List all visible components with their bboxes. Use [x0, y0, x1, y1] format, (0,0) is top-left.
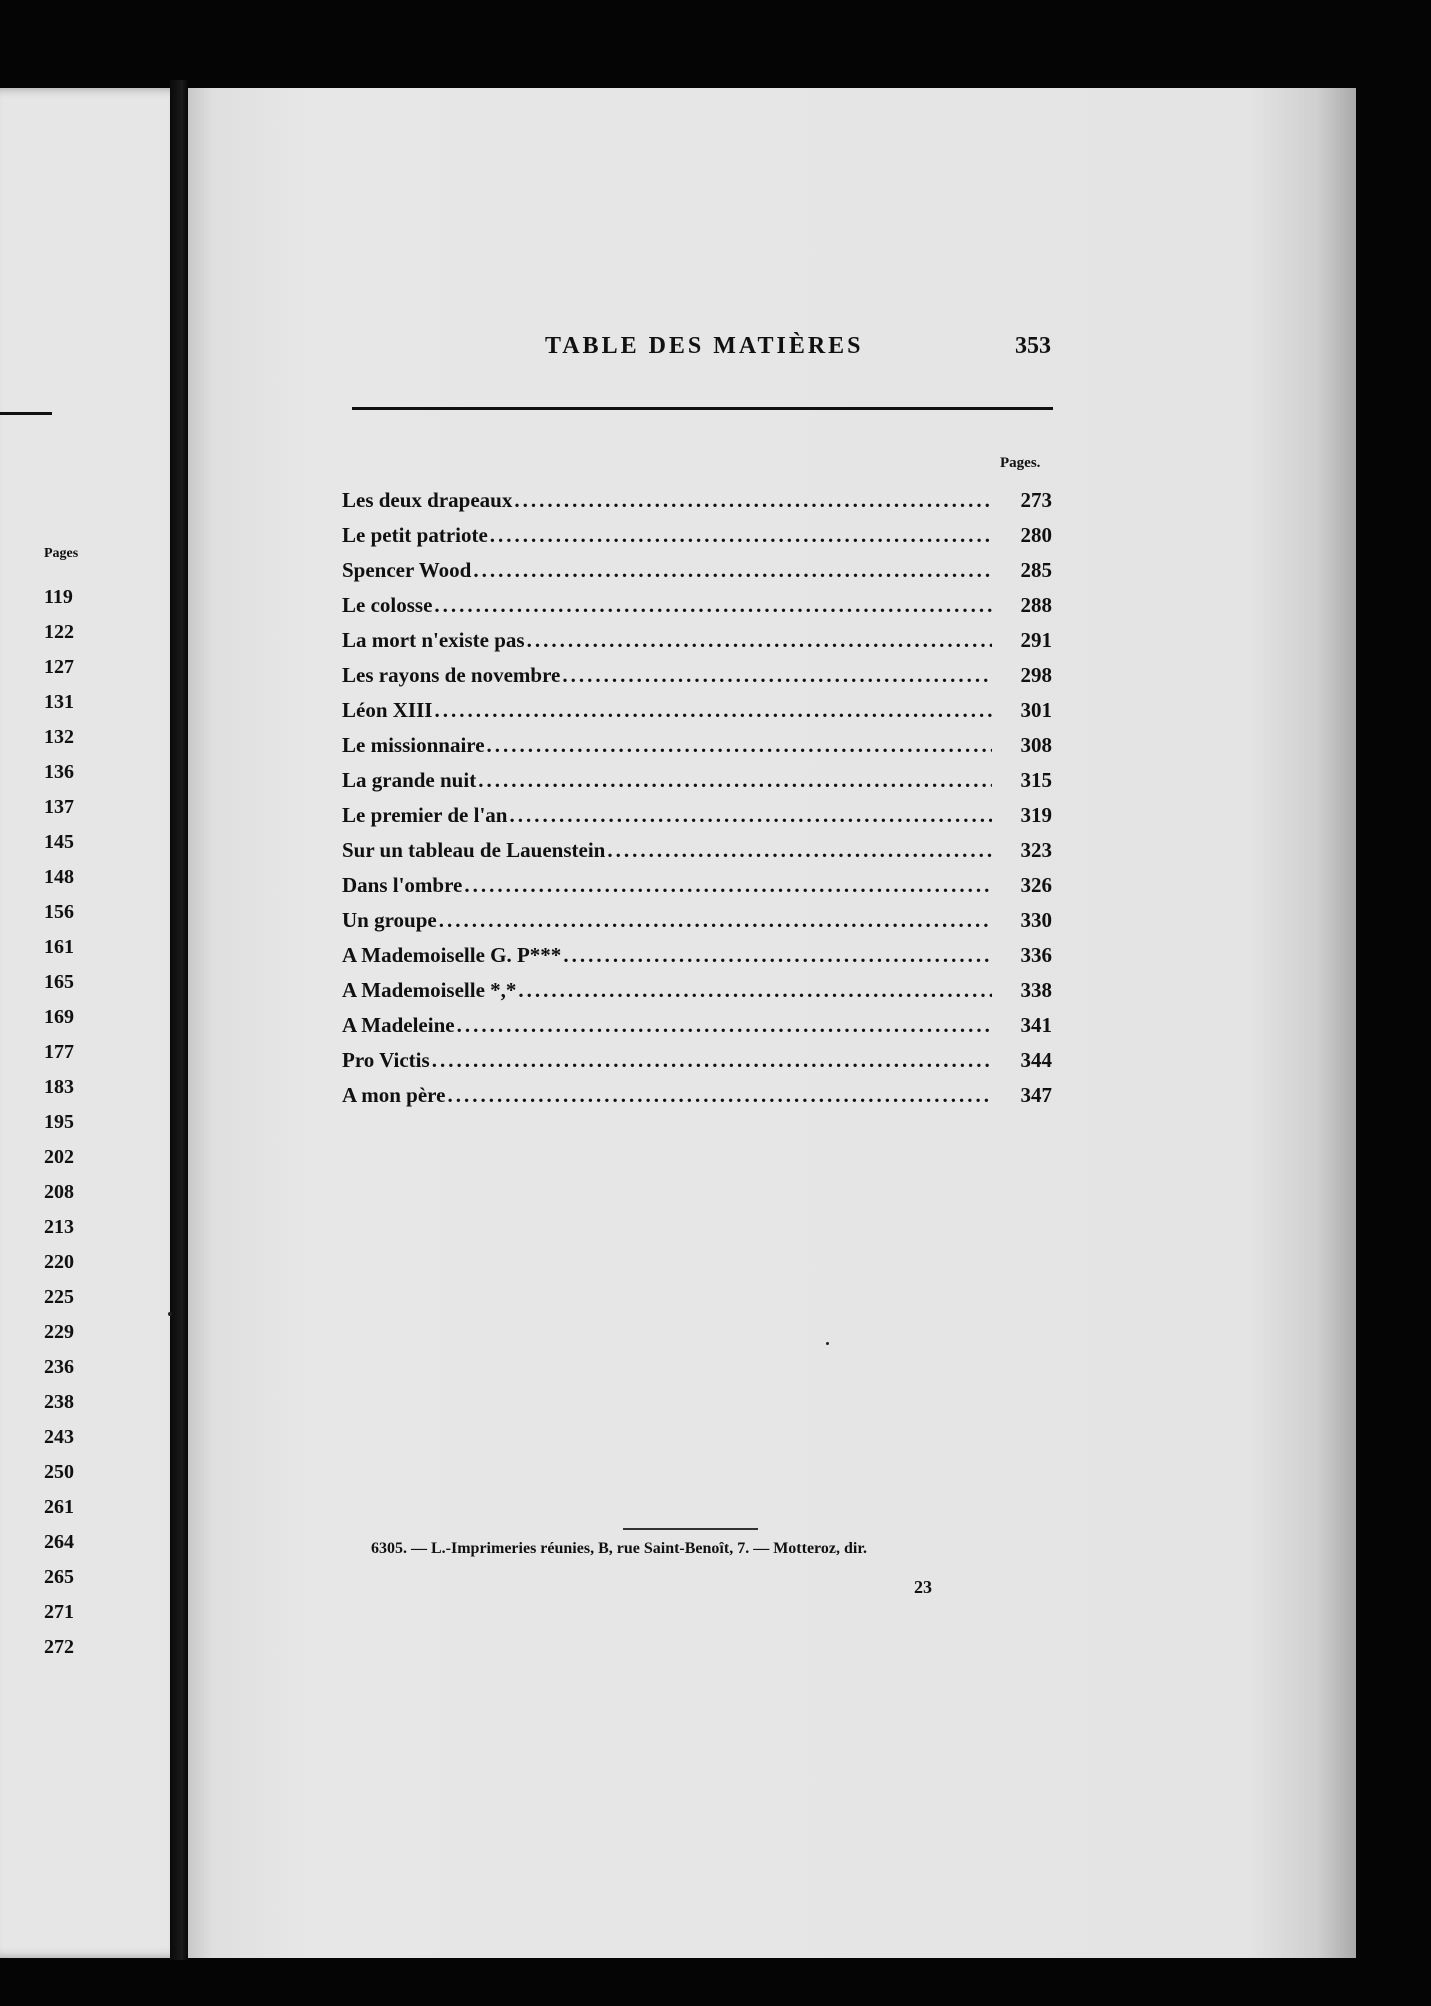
toc-entry: [342, 1008, 1052, 1043]
running-head: [0, 333, 1431, 373]
toc-entry-page: 315: [1020, 768, 1052, 792]
toc-entry-page: 347: [1020, 1083, 1052, 1107]
left-page-number: 250: [44, 1461, 74, 1483]
pages-column-header: Pages.: [1000, 455, 1041, 471]
left-page-number: 148: [44, 866, 74, 888]
left-page-number: 122: [44, 621, 74, 643]
dot-leader: [514, 483, 992, 518]
dot-leader: [473, 553, 992, 588]
dot-leader: [478, 763, 992, 798]
left-page-number: 156: [44, 901, 74, 923]
dot-leader: [518, 973, 992, 1008]
signature-mark: 23: [914, 1577, 932, 1597]
toc-entry: [342, 798, 1052, 833]
left-page-number: 132: [44, 726, 74, 748]
header-rule: [352, 407, 1053, 410]
toc-entry-title: La grande nuit: [342, 768, 477, 792]
left-page-number: 137: [44, 796, 74, 818]
toc-entry: [342, 938, 1052, 973]
toc-entry-page: 308: [1020, 733, 1052, 757]
toc-entry-page: 285: [1020, 558, 1052, 582]
printer-imprint: 6305. — L.-Imprimeries réunies, B, rue Saint-Benoît, 7. — Motteroz, dir.: [371, 1540, 867, 1557]
dot-leader: [434, 588, 992, 623]
toc-entry: [342, 973, 1052, 1008]
toc-entry-title: Le petit patriote: [342, 523, 488, 547]
toc-entry-title: Dans l'ombre: [342, 873, 463, 897]
toc-entry: [342, 868, 1052, 903]
left-page-number: 136: [44, 761, 74, 783]
toc-entry: [342, 483, 1052, 518]
left-page-number: 202: [44, 1146, 74, 1168]
toc-entry-title: A Mademoiselle *,*: [342, 978, 517, 1002]
imprint-rule: [623, 1528, 758, 1530]
toc-entry-page: 330: [1020, 908, 1052, 932]
toc-entry-page: 291: [1020, 628, 1052, 652]
toc-entry: [342, 1043, 1052, 1078]
toc-entry-page: 336: [1020, 943, 1052, 967]
dot-leader: [563, 938, 992, 973]
left-page-number: 236: [44, 1356, 74, 1378]
toc-entry-title: Le missionnaire: [342, 733, 485, 757]
left-page-number: 213: [44, 1216, 74, 1238]
toc-entry: [342, 833, 1052, 868]
ink-speck: [826, 1342, 829, 1345]
toc-entry-title: Sur un tableau de Lauenstein: [342, 838, 606, 862]
toc-entry: [342, 658, 1052, 693]
left-page-number: 131: [44, 691, 74, 713]
left-pages-header: Pages: [44, 546, 79, 561]
left-page-rule: [0, 412, 52, 415]
dot-leader: [509, 798, 992, 833]
toc-entry-page: 301: [1020, 698, 1052, 722]
dot-leader: [434, 693, 992, 728]
toc-entry-title: A mon père: [342, 1083, 446, 1107]
toc-entry-page: 338: [1020, 978, 1052, 1002]
left-page-number: 272: [44, 1636, 74, 1658]
toc-entry-page: 323: [1020, 838, 1052, 862]
dot-leader: [490, 518, 992, 553]
page-number: 353: [1015, 333, 1051, 359]
toc-entry-page: 319: [1020, 803, 1052, 827]
toc-entry-title: Le premier de l'an: [342, 803, 508, 827]
toc-entry-page: 326: [1020, 873, 1052, 897]
left-page-number: 195: [44, 1111, 74, 1133]
left-page-number: 145: [44, 831, 74, 853]
left-page-number: 238: [44, 1391, 74, 1413]
toc-entry: [342, 553, 1052, 588]
toc-entry: [342, 1078, 1052, 1113]
toc-entry-title: Les deux drapeaux: [342, 488, 513, 512]
dot-leader: [432, 1043, 992, 1078]
dot-leader: [527, 623, 992, 658]
dot-leader: [457, 1008, 992, 1043]
left-page-number: 127: [44, 656, 74, 678]
left-page-number: 271: [44, 1601, 74, 1623]
toc-entry-page: 280: [1020, 523, 1052, 547]
toc-entry: [342, 693, 1052, 728]
left-page-number: 161: [44, 936, 74, 958]
page-title: TABLE DES MATIÈRES: [545, 333, 864, 359]
left-page-number: 243: [44, 1426, 74, 1448]
dot-leader: [487, 728, 992, 763]
left-page-number: 119: [44, 586, 73, 608]
left-page-number: 225: [44, 1286, 74, 1308]
toc-entry-page: 344: [1020, 1048, 1052, 1072]
toc-entry-title: Le colosse: [342, 593, 433, 617]
left-page-number: 264: [44, 1531, 74, 1553]
toc-entry-page: 341: [1020, 1013, 1052, 1037]
left-page-number: 165: [44, 971, 74, 993]
left-page-number: 177: [44, 1041, 74, 1063]
left-page-number: 229: [44, 1321, 74, 1343]
left-page-number: 208: [44, 1181, 74, 1203]
dot-leader: [464, 868, 992, 903]
toc-entry-title: Un groupe: [342, 908, 437, 932]
toc-entry-title: La mort n'existe pas: [342, 628, 525, 652]
toc-entry-title: Léon XIII: [342, 698, 433, 722]
toc-entry-page: 273: [1020, 488, 1052, 512]
toc-entry-page: 298: [1020, 663, 1052, 687]
toc-entry-title: Les rayons de novembre: [342, 663, 561, 687]
toc-entry-title: Spencer Wood: [342, 558, 472, 582]
left-page-number: 220: [44, 1251, 74, 1273]
left-page-number: 169: [44, 1006, 74, 1028]
dot-leader: [562, 658, 992, 693]
toc-entry-title: A Mademoiselle G. P***: [342, 943, 562, 967]
dot-leader: [607, 833, 992, 868]
left-page-number-list: [44, 580, 74, 1665]
toc-entry: [342, 728, 1052, 763]
toc-entry-page: 288: [1020, 593, 1052, 617]
left-page-number: 183: [44, 1076, 74, 1098]
table-of-contents: [342, 483, 1052, 1113]
toc-entry-title: Pro Victis: [342, 1048, 430, 1072]
dot-leader: [439, 903, 992, 938]
toc-entry: [342, 763, 1052, 798]
toc-entry: [342, 588, 1052, 623]
left-page-number: 261: [44, 1496, 74, 1518]
toc-entry-title: A Madeleine: [342, 1013, 455, 1037]
dot-leader: [447, 1078, 992, 1113]
toc-entry: [342, 518, 1052, 553]
toc-entry: [342, 903, 1052, 938]
toc-entry: [342, 623, 1052, 658]
ink-speck: [168, 1312, 172, 1316]
left-page-number: 265: [44, 1566, 74, 1588]
